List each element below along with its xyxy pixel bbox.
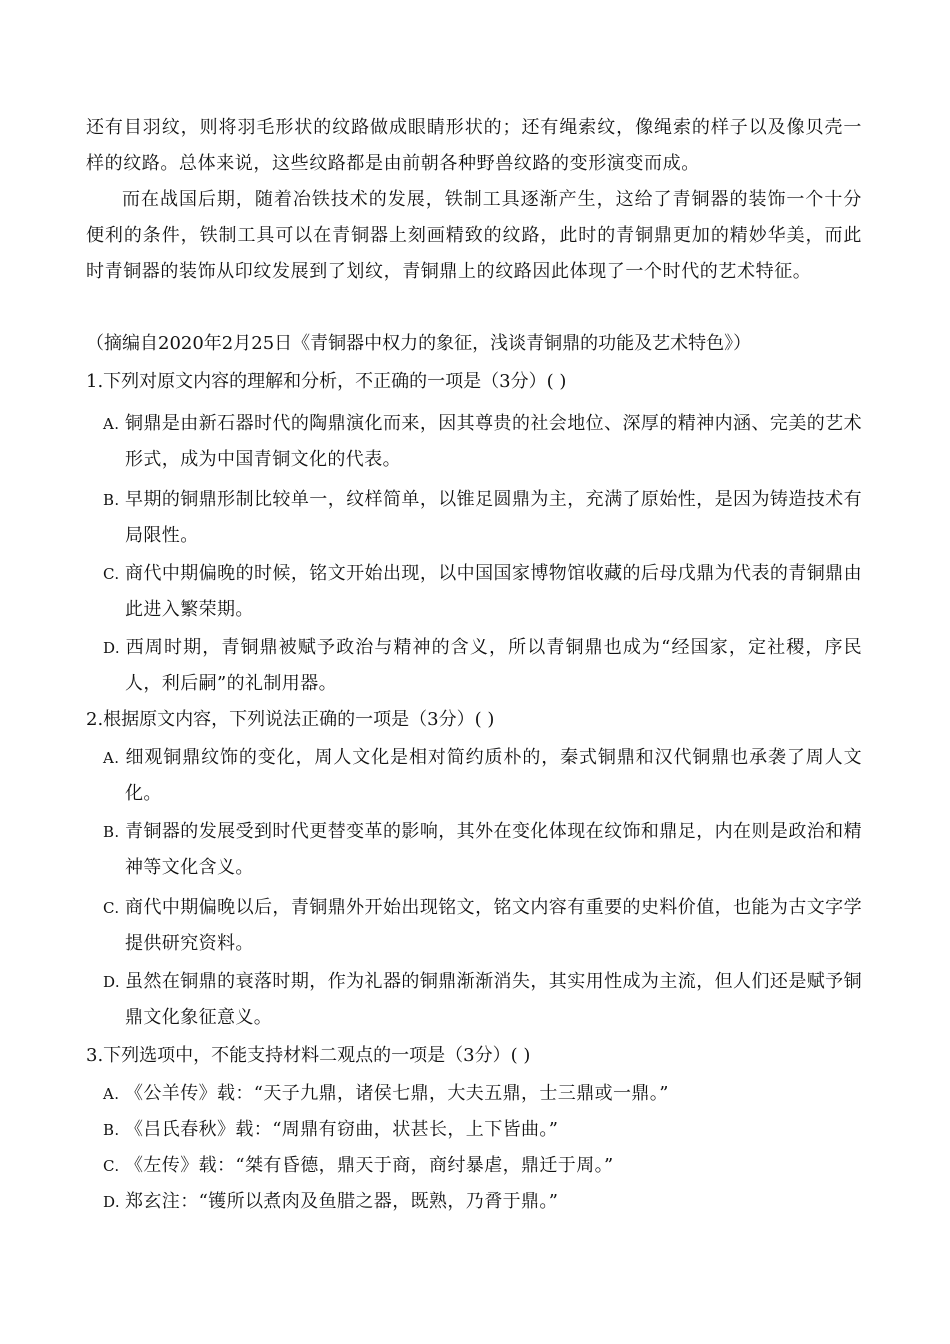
option-text: 商代中期偏晚的时候，铭文开始出现，以中国国家博物馆收藏的后母戊鼎为代表的青铜鼎由此进入繁荣期。 [125,563,862,620]
option-letter: B. [103,1121,120,1139]
question-3-option-a[interactable] [103,1076,862,1112]
question-3-option-c[interactable] [103,1148,862,1184]
option-text: 《吕氏春秋》载：“周鼎有窃曲，状甚长，上下皆曲。” [125,1119,559,1140]
question-3-option-d[interactable] [103,1184,862,1220]
option-text: 青铜器的发展受到时代更替变革的影响，其外在变化体现在纹饰和鼎足，内在则是政治和精神等文化含义。 [125,821,862,878]
option-letter: B. [103,823,120,841]
option-letter: C. [103,899,120,917]
option-letter: C. [103,565,120,583]
option-text: 郑玄注：“镬所以煮肉及鱼腊之器，既熟，乃脀于鼎。” [125,1191,559,1212]
question-3-stem: 3.下列选项中，不能支持材料二观点的一项是（3分）( ) [86,1045,531,1066]
question-1-option-d[interactable] [103,630,862,702]
option-text: 《公羊传》载：“天子九鼎，诸侯七鼎，大夫五鼎，士三鼎或一鼎。” [125,1083,669,1104]
option-text: 西周时期，青铜鼎被赋予政治与精神的含义，所以青铜鼎也成为“经国家，定社稷，序民人，利后嗣”的礼制用器。 [125,637,862,694]
option-letter: D. [103,973,121,991]
paragraph-1: 还有目羽纹，则将羽毛形状的纹路做成眼睛形状的；还有绳索纹，像绳索的样子以及像贝壳一样的纹路。总体来说，这些纹路都是由前朝各种野兽纹路的变形演变而成。 [86,117,862,174]
option-text: 《左传》载：“桀有昏德，鼎天于商，商纣暴虐，鼎迁于周。” [125,1155,614,1176]
question-1-option-c[interactable] [103,556,862,628]
question-2-stem: 2.根据原文内容，下列说法正确的一项是（3分）( ) [86,709,495,730]
option-letter: A. [103,1085,120,1103]
option-text: 铜鼎是由新石器时代的陶鼎演化而来，因其尊贵的社会地位、深厚的精神内涵、完美的艺术形式，成为中国青铜文化的代表。 [125,413,862,470]
question-3-option-b[interactable] [103,1112,862,1148]
option-text: 商代中期偏晚以后，青铜鼎外开始出现铭文，铭文内容有重要的史料价值，也能为古文字学提供研究资料。 [125,897,862,954]
question-1-option-b[interactable] [103,482,862,554]
question-1-stem: 1.下列对原文内容的理解和分析，不正确的一项是（3分）( ) [86,371,567,392]
option-letter: D. [103,1193,121,1211]
option-letter: C. [103,1157,120,1175]
option-text: 虽然在铜鼎的衰落时期，作为礼器的铜鼎渐渐消失，其实用性成为主流，但人们还是赋予铜鼎文化象征意义。 [125,971,862,1028]
option-text: 早期的铜鼎形制比较单一，纹样简单，以锥足圆鼎为主，充满了原始性，是因为铸造技术有局限性。 [125,489,862,546]
option-letter: D. [103,639,121,657]
question-2-option-d[interactable] [103,964,862,1036]
option-letter: A. [103,749,120,767]
option-letter: B. [103,491,120,509]
question-2-option-b[interactable] [103,814,862,886]
question-2-option-c[interactable] [103,890,862,962]
option-letter: A. [103,415,120,433]
source-citation: （摘编自2020年2月25日《青铜器中权力的象征，浅谈青铜鼎的功能及艺术特色》） [86,333,752,354]
question-2-option-a[interactable] [103,740,862,812]
paragraph-2: 而在战国后期，随着冶铁技术的发展，铁制工具逐渐产生，这给了青铜器的装饰一个十分便利的条件，铁制工具可以在青铜器上刻画精致的纹路，此时的青铜鼎更加的精妙华美，而此时青铜器的装饰从印纹发展到了划纹，青铜鼎上的纹路因此体现了一个时代的艺术特征。 [86,189,862,282]
option-text: 细观铜鼎纹饰的变化，周人文化是相对简约质朴的，秦式铜鼎和汉代铜鼎也承袭了周人文化。 [125,747,862,804]
question-1-option-a[interactable] [103,406,862,478]
